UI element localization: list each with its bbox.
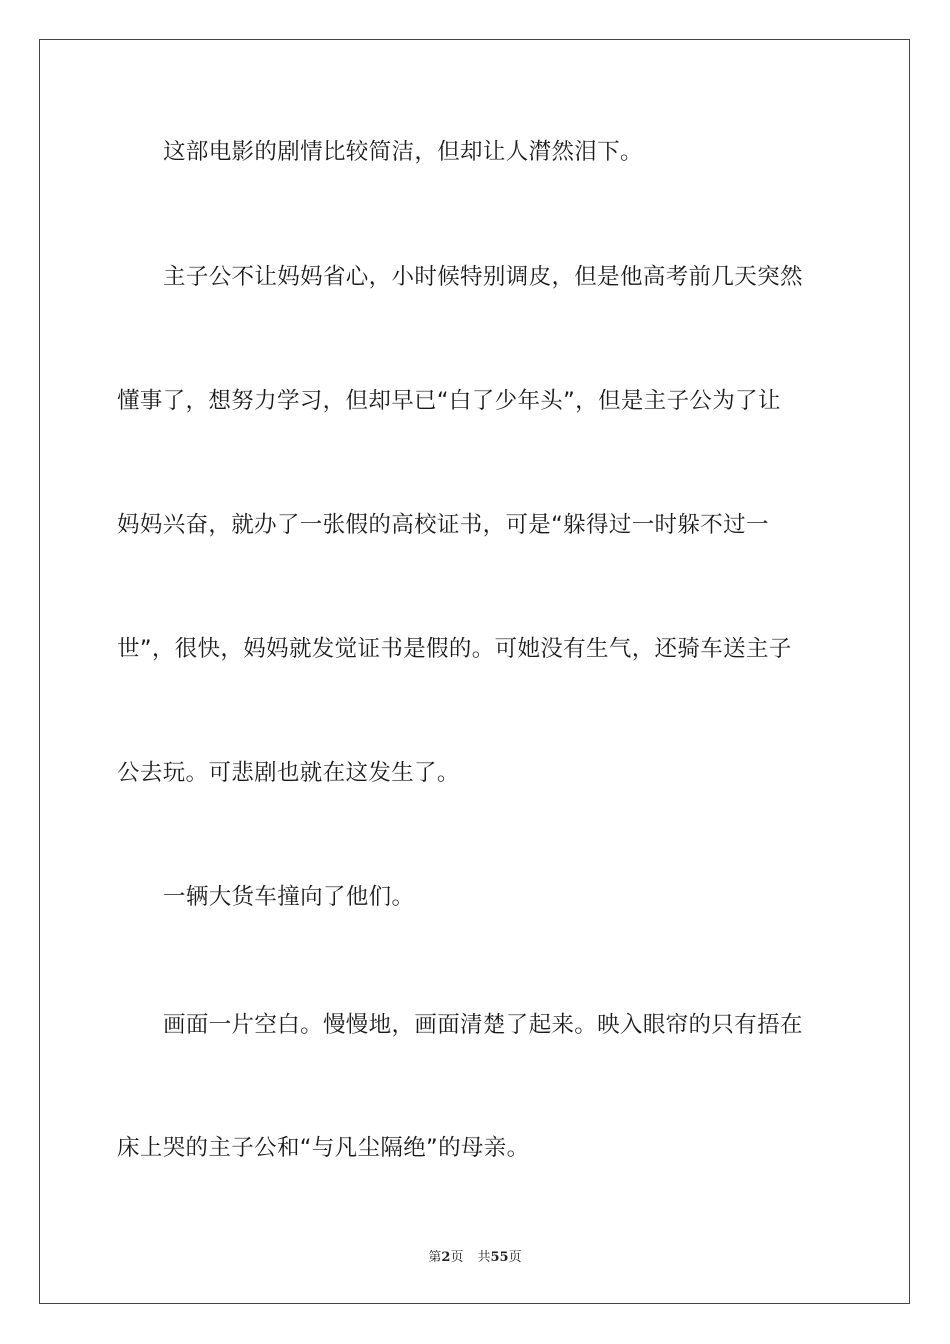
total-prefix: 共 [477, 1250, 491, 1265]
paragraph-4-line-2: 床上哭的主子公和“与凡尘隔绝”的母亲。 [117, 1135, 530, 1161]
paragraph-2-line-4: 世”，很快，妈妈就发觉证书是假的。可她没有生气，还骑车送主子 [117, 636, 792, 662]
paragraph-2-line-3: 妈妈兴奋，就办了一张假的高校证书，可是“躲得过一时躲不过一 [117, 512, 769, 538]
page-prefix: 第 [428, 1250, 442, 1265]
paragraph-2-line-5: 公去玩。可悲剧也就在这发生了。 [117, 760, 460, 786]
paragraph-2-line-2: 懂事了，想努力学习，但却早已“白了少年头”，但是主子公为了让 [117, 388, 781, 414]
paragraph-2-line-1: 主子公不让妈妈省心，小时候特别调皮，但是他高考前几天突然 [163, 264, 803, 290]
paragraph-4-line-1: 画面一片空白。慢慢地，画面清楚了起来。映入眼帘的只有捂在 [163, 1012, 803, 1038]
paragraph-3-line-1: 一辆大货车撞向了他们。 [163, 884, 415, 910]
page-border [39, 39, 910, 1304]
page-number: 2 [441, 1250, 451, 1265]
total-pages: 55 [490, 1250, 509, 1265]
page-suffix: 页 [450, 1250, 464, 1265]
paragraph-1-line-1: 这部电影的剧情比较简洁，但却让人潸然泪下。 [163, 139, 643, 165]
total-suffix: 页 [508, 1250, 522, 1265]
page-footer [0, 1246, 950, 1265]
